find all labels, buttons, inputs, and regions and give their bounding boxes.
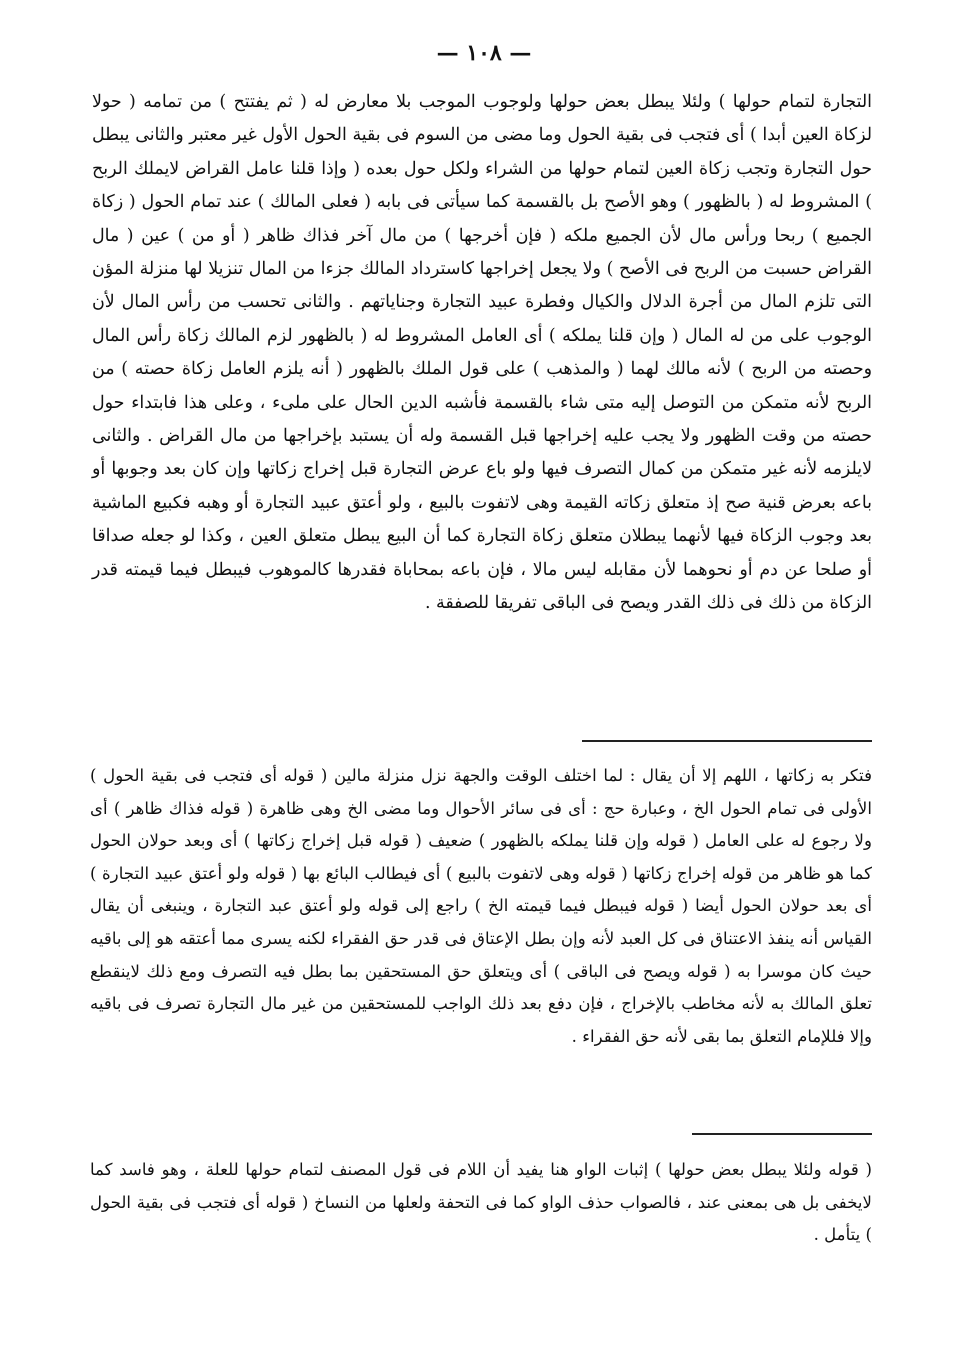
footnote-separator-1: [582, 740, 872, 742]
footnote-block-1: [90, 760, 872, 1053]
main-commentary-text: [92, 86, 872, 621]
footnote-paragraph-1: فتكر به زكاتها ، اللهم إلا أن يقال : لما اختلف الوقت والجهة نزل منزلة مالين ( قوله أى فتجب فى بقية الحول ) الأولى فى تمام الحول الخ ، وعبارة حج : أى فى سائر الأحوال وما مضى الخ وهى ظاهرة ( قوله فذاك ظاهر ) أى ولا رجوع له على العامل ( قوله وإن قلنا يملكه بالظهور ) ضعيف ( قوله قبل إخراج زكاتها ) أى وبعد حولان الحول كما هو ظاهر من قوله إخراج زكاتها ( قوله وهى لاتفوت بالبيع ) أى فيطالب البائع بها ( قوله ولو أعتق عبيد التجارة ) أى بعد حولان الحول أيضا ( قوله فيبطل فيما قيمته الخ ) راجع إلى قوله ولو أعتق عبد التجارة ، وينبغى أن يقال القياس أنه ينفذ الاعتناق فى كل العبد لأنه وإن بطل الإعتاق فى قدر حق الفقراء لكنه يسرى مما أعتقه هو إلى باقيه حيث كان موسرا به ( قوله ويصح فى الباقى ) أى ويتعلق حق المستحقين بما بطل فيه التصرف ومع ذلك لاينقطع تعلق المالك به لأنه مخاطب بالإخراج ، فإن دفع بعد ذلك الواجب للمستحقين من غير مال التجارة تصرف فى باقيه وإلا فللإمام التعلق بما بقى لأنه حق الفقراء .: [90, 766, 872, 1046]
footnote-separator-2: [692, 1133, 872, 1135]
footnote-paragraph-2: ( قوله ولئلا يبطل بعض حولها ) إثبات الواو هنا يفيد أن اللام فى قول المصنف لتمام حولها للعلة ، وهو فاسد كما لايخفى بل هى بمعنى عند ، فالصواب حذف الواو كما فى التحفة ولعلها من النساخ ( قوله أى فتجب فى بقية الحول ) يتأمل .: [90, 1160, 872, 1245]
main-paragraph: التجارة لتمام حولها ) ولئلا يبطل بعض حولها ولوجوب الموجب بلا معارض له ( ثم يفتتح ) من تمامه ( حولا لزكاة العين أبدا ) أى فتجب فى بقية الحول وما مضى من السوم فى بقية الحول الأول غير معتبر والثانى يبطل حول التجارة وتجب زكاة العين لتمام حولها من الشراء ولكل حول بعده ( وإذا قلنا عامل القراض لايملك الربح ) المشروط له ( بالظهور ) وهو الأصح بل بالقسمة كما سيأتى فى بابه ( فعلى المالك ) عند تمام الحول ( زكاة الجميع ) ربحا ورأس مال لأن الجميع ملكه ( فإن أخرجها ) من مال آخر فذاك ظاهر ( أو من ) عين ( مال القراض حسبت من الربح فى الأصح ) ولا يجعل إخراجها كاسترداد المالك جزءا من المال تنزيلا لها منزلة المؤن التى تلزم المال من أجرة الدلال والكيال وفطرة عبيد التجارة وجناياتهم . والثانى تحسب من رأس المال لأن الوجوب على من له المال ( وإن قلنا يملكه ) أى العامل المشروط له ( بالظهور لزم المالك زكاة رأس المال وحصته من الربح ) لأنه مالك لهما ( والمذهب ) على قول الملك بالظهور ( أنه يلزم العامل زكاة حصته ) من الربح لأنه متمكن من التوصل إليه متى شاء بالقسمة فأشبه الدين الحال على ملىء ، وعلى هذا فابتداء حول حصته من وقت الظهور ولا يجب عليه إخراجها قبل القسمة وله أن يستبد بإخراجها من مال القراض . والثانى لايلزمه لأنه غير متمكن من كمال التصرف فيها ولو باع عرض التجارة قبل إخراج زكاتها وإن كان بعد وجوبها أو باعه بعرض قنية صح إذ متعلق زكاته القيمة وهى لاتفوت بالبيع ، ولو أعتق عبيد التجارة أو وهبه فكبيع الماشية بعد وجوب الزكاة فيها لأنهما يبطلان متعلق زكاة التجارة كما أن البيع يبطل متعلق العين ، وكذا لو جعله صداقا أو صلحا عن دم أو نحوهما لأن مقابله ليس مالا ، فإن باعه بمحاباة فقدرها كالموهوب فيبطل فيما قيمته قدر الزكاة من ذلك فى ذلك القدر ويصح فى الباقى تفريقا للصفقة .: [92, 92, 872, 614]
footnote-block-2: [90, 1154, 872, 1252]
page-number: — ١٠٨ —: [436, 40, 532, 66]
